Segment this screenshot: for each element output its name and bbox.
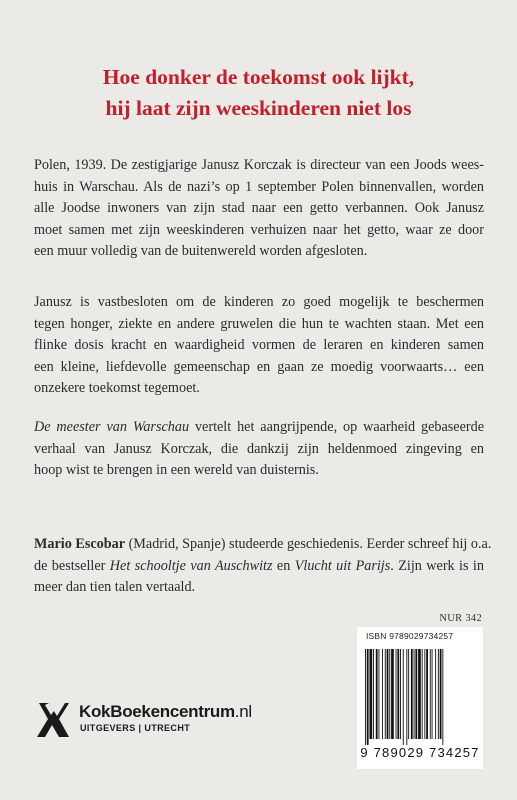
text-fragment: . Zijn werk is in <box>390 557 484 574</box>
tagline-line-2: hij laat zijn weeskinderen niet los <box>105 96 412 120</box>
publisher-subtitle: UITGEVERS | UTRECHT <box>80 723 191 733</box>
text-line: Janusz is vastbesloten om de kinderen zo goed mogelijk te beschermen <box>34 294 484 310</box>
barcode-digits: 9 789029 734257 <box>360 745 480 760</box>
text-line <box>34 417 484 439</box>
isbn-barcode-box <box>357 627 483 769</box>
text-line <box>34 556 484 578</box>
book-title: Het schooltje van Auschwitz <box>109 557 273 574</box>
book-title: De meester van Warschau <box>34 419 190 435</box>
nur-code: NUR 342 <box>439 613 482 624</box>
text-line <box>34 534 492 556</box>
text-fragment: (Madrid, Spanje) studeerde geschiedenis. Eerder schreef hij o.a. <box>125 536 492 552</box>
text-line: huis in Warschau. Als de nazi’s op 1 september Polen binnenvallen, worden <box>34 178 484 195</box>
text-line: verhaal van Janusz Korczak, die dankzij zijn heldenmoed zingeving en <box>34 440 484 457</box>
text-line: Polen, 1939. De zestigjarige Janusz Korczak is directeur van een Joods wees- <box>34 157 484 173</box>
tagline-line-1: Hoe donker de toekomst ook lijkt, <box>102 65 415 89</box>
text-line: meer dan tien talen vertaald. <box>34 579 196 595</box>
tagline <box>0 62 517 124</box>
author-name: Mario Escobar <box>34 536 126 552</box>
text-line: onzekere toekomst tegemoet. <box>34 380 200 396</box>
text-line: hoop wist te brengen in een wereld van duisternis. <box>34 462 319 478</box>
publisher-name <box>79 702 252 722</box>
synopsis-paragraph-1 <box>34 155 484 263</box>
text-line: alle Joodse inwoners van zijn stad naar een getto verbannen. Ook Janusz <box>34 200 484 216</box>
text-line: flinke dosis kracht en waardigheid vormen de leraren en kinderen samen <box>34 337 484 353</box>
isbn-label: ISBN 9789029734257 <box>366 631 454 641</box>
text-fragment: vertelt het aangrijpende, op waarheid gebaseerde <box>189 419 484 435</box>
text-line: een muur volledig van de buitenwereld worden afgesloten. <box>34 243 368 259</box>
publisher-name-tld: .nl <box>234 702 252 721</box>
text-line: moet samen met zijn weeskinderen verhuizen naar het getto, waar ze door <box>34 221 484 238</box>
text-fragment: en <box>272 557 295 574</box>
synopsis-paragraph-3 <box>34 417 484 482</box>
book-title: Vlucht uit Parijs <box>294 557 391 574</box>
text-line: tegen honger, ziekte en andere gruwelen die hun te wachten staan. Met een <box>34 315 484 332</box>
kok-x-mark-icon <box>35 700 71 740</box>
text-fragment: de bestseller <box>34 557 110 574</box>
synopsis-paragraph-2 <box>34 292 484 400</box>
text-line: een kleine, liefdevolle gemeenschap en gaan ze moedig voorwaarts… een <box>34 358 484 375</box>
barcode-icon <box>365 649 475 745</box>
publisher-name-main: KokBoekencentrum <box>79 702 235 721</box>
author-bio <box>34 534 492 599</box>
